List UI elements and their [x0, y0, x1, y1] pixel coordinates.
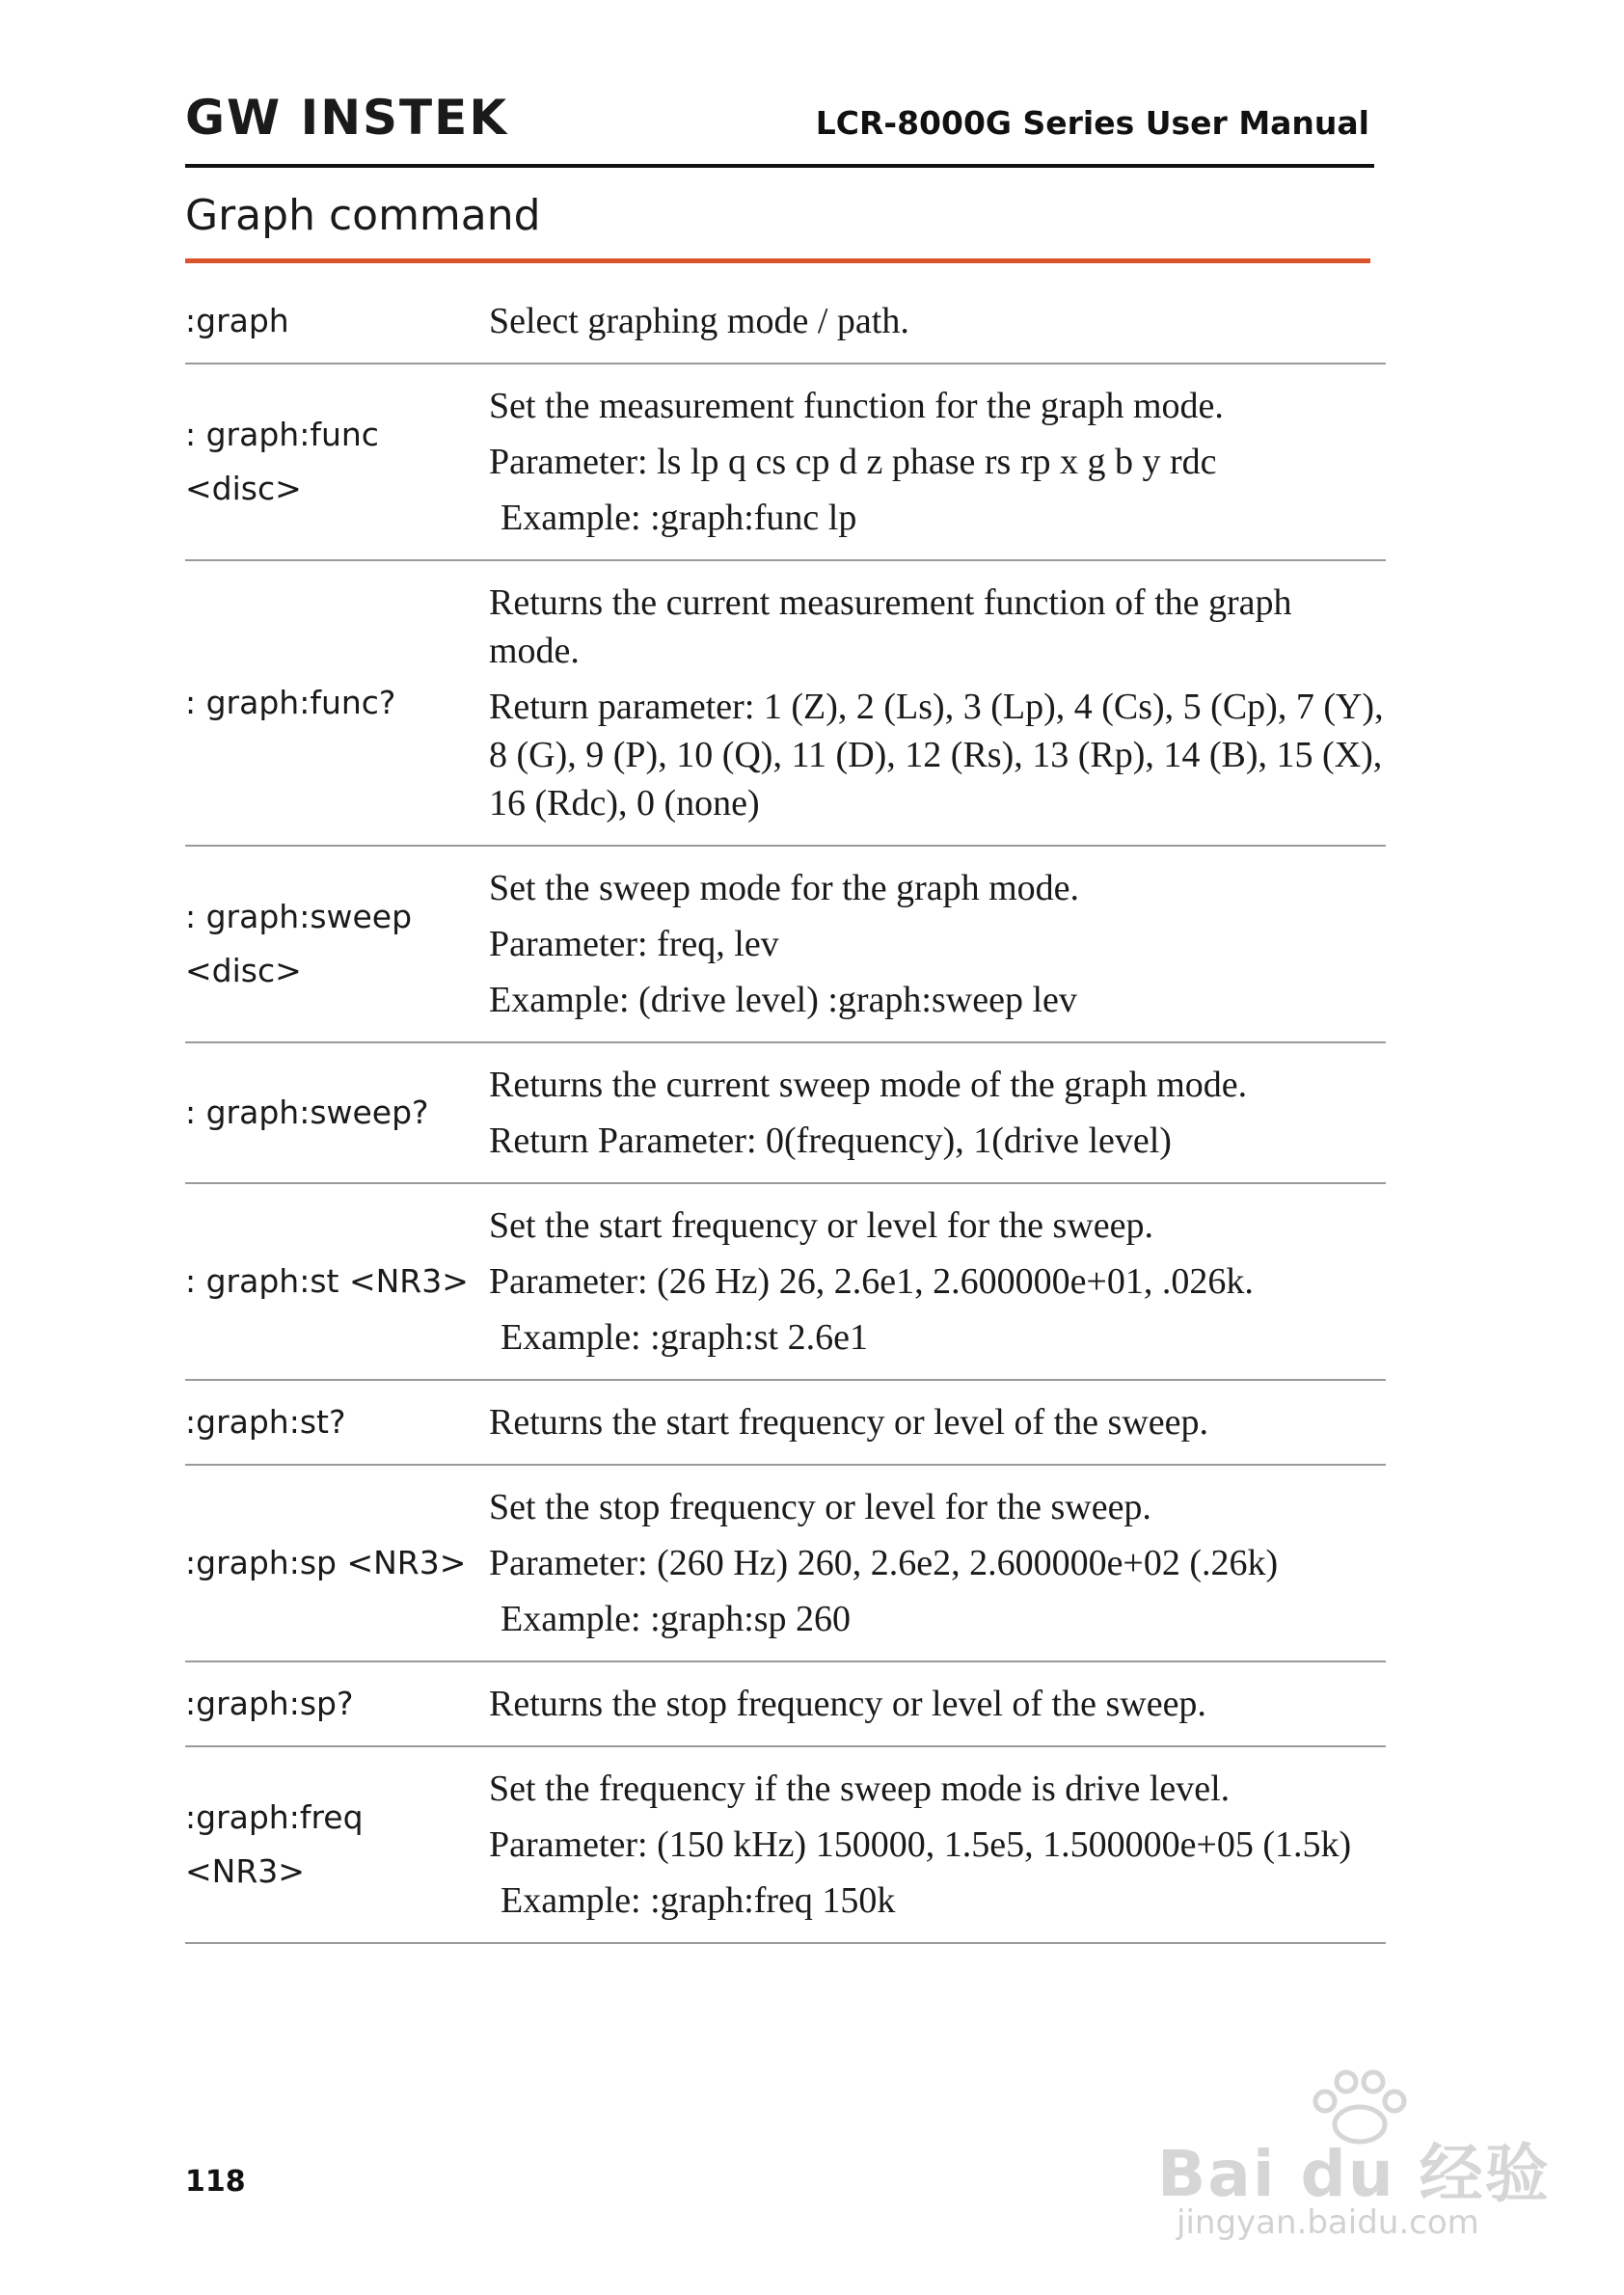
description-line: Set the measurement function for the graph mode. — [489, 386, 1224, 426]
description-line: Example: (drive level) :graph:sweep lev — [489, 980, 1077, 1020]
description-line: Example: :graph:st 2.6e1 — [501, 1317, 868, 1358]
description-line: Returns the current sweep mode of the graph mode. — [489, 1065, 1248, 1105]
command-description — [489, 856, 1386, 1032]
command-name: :graph:sp <NR3> — [185, 1544, 467, 1581]
command-row — [185, 1184, 1386, 1381]
command-row — [185, 561, 1386, 847]
description-line: Parameter: freq, lev — [489, 924, 779, 964]
command-row — [185, 1043, 1386, 1184]
gw-instek-logo: GW INSTEK — [185, 90, 509, 146]
command-row — [185, 847, 1386, 1043]
description-line: Parameter: (260 Hz) 260, 2.6e2, 2.600000e+02 (.26k) — [489, 1543, 1279, 1583]
description-line: Returns the start frequency or level of the sweep. — [489, 1402, 1209, 1443]
command-description — [489, 1672, 1386, 1736]
header-divider — [185, 164, 1374, 168]
command-row — [185, 364, 1386, 561]
description-line: Example: :graph:func lp — [501, 498, 857, 538]
description-line: Parameter: (26 Hz) 26, 2.6e1, 2.600000e+01, .026k. — [489, 1261, 1254, 1302]
command-name: :graph:st? — [185, 1403, 346, 1441]
page-header — [185, 89, 1369, 166]
command-description — [489, 1390, 1386, 1454]
description-line: Example: :graph:sp 260 — [501, 1599, 852, 1639]
command-row — [185, 1662, 1386, 1747]
description-line: Parameter: (150 kHz) 150000, 1.5e5, 1.500000e+05 (1.5k) — [489, 1824, 1352, 1865]
command-name: :graph:freq <NR3> — [185, 1798, 364, 1890]
command-row — [185, 280, 1386, 364]
description-line: Return Parameter: 0(frequency), 1(drive level) — [489, 1120, 1172, 1161]
page-number: 118 — [185, 2165, 246, 2199]
description-line: Returns the current measurement function of the graph mode. — [489, 582, 1292, 671]
description-line: Return parameter: 1 (Z), 2 (Ls), 3 (Lp), 4 (Cs), 5 (Cp), 7 (Y), 8 (G), 9 (P), 10 (Q), 11 (D), 12 (Rs), 13 (Rp), 14 (B), 15 (X), 16 (Rdc), 0 (none) — [489, 687, 1384, 824]
command-description — [489, 1757, 1386, 1932]
description-line: Parameter: ls lp q cs cp d z phase rs rp x g b y rdc — [489, 442, 1217, 482]
description-line: Select graphing mode / path. — [489, 301, 909, 341]
description-line: Set the frequency if the sweep mode is drive level. — [489, 1768, 1231, 1809]
command-row — [185, 1381, 1386, 1466]
command-description — [489, 289, 1386, 353]
command-description — [489, 571, 1386, 835]
watermark-url: jingyan.baidu.com — [1177, 2203, 1479, 2242]
manual-title: LCR-8000G Series User Manual — [815, 104, 1369, 142]
command-name: : graph:st <NR3> — [185, 1262, 469, 1300]
command-name: : graph:sweep? — [185, 1094, 429, 1131]
description-line: Set the start frequency or level for the sweep. — [489, 1205, 1154, 1246]
command-row — [185, 1747, 1386, 1944]
command-name: : graph:sweep <disc> — [185, 898, 413, 989]
command-name: :graph:sp? — [185, 1685, 354, 1722]
description-line: Set the stop frequency or level for the sweep. — [489, 1487, 1151, 1527]
command-row — [185, 1466, 1386, 1662]
section-divider — [185, 258, 1370, 263]
description-line: Set the sweep mode for the graph mode. — [489, 868, 1080, 908]
command-description — [489, 1053, 1386, 1173]
command-table — [185, 280, 1386, 1944]
command-name: : graph:func? — [185, 684, 396, 721]
command-description — [489, 1475, 1386, 1651]
command-name: : graph:func <disc> — [185, 416, 379, 507]
section-title: Graph command — [185, 191, 541, 240]
command-name: :graph — [185, 302, 289, 339]
baidu-watermark — [1157, 2068, 1562, 2252]
description-line: Returns the stop frequency or level of the sweep. — [489, 1684, 1206, 1724]
watermark-brand: Bai du 经验 — [1157, 2137, 1551, 2211]
command-description — [489, 1194, 1386, 1369]
command-description — [489, 374, 1386, 550]
description-line: Example: :graph:freq 150k — [501, 1880, 896, 1921]
